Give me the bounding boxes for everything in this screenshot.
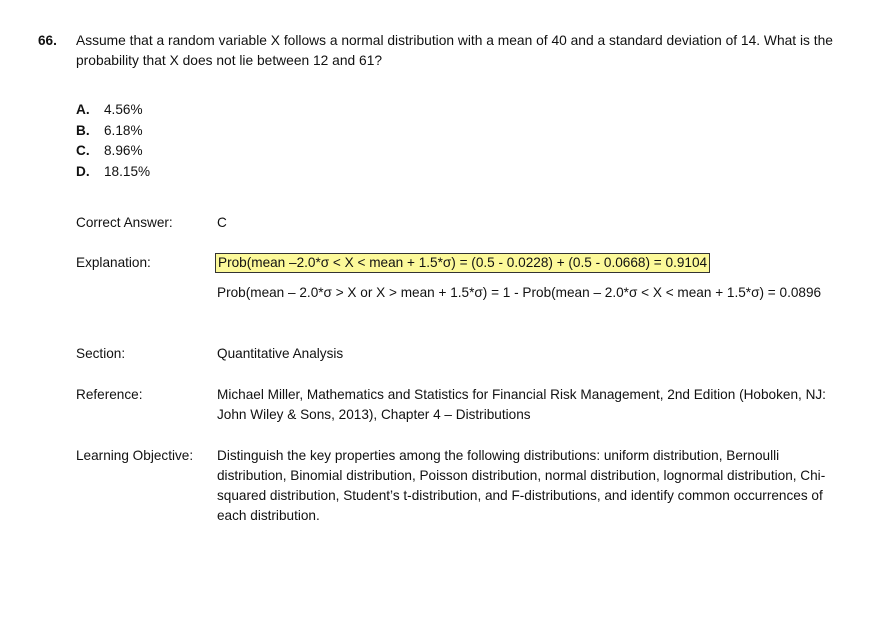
option-letter: A. [76,102,90,118]
option-c [76,141,376,162]
explanation-highlighted-formula: Prob(mean –2.0*σ < X < mean + 1.5*σ) = (0.5 - 0.0228) + (0.5 - 0.0668) = 0.9104 [215,253,710,273]
option-text: 8.96% [104,143,143,159]
option-letter: B. [76,122,90,138]
reference-label: Reference: [76,387,143,402]
answer-options [76,100,376,182]
option-b [76,121,376,142]
option-letter: D. [76,163,90,179]
explanation-value [217,253,837,303]
option-text: 6.18% [104,122,143,138]
option-text: 4.56% [104,102,143,118]
reference-value: Michael Miller, Mathematics and Statistics for Financial Risk Management, 2nd Edition (Hoboken, NJ: John Wiley & Sons, 2013), Chapter 4 – Distributions [217,387,826,422]
option-text: 18.15% [104,163,151,179]
question-number: 66. [38,33,57,48]
option-d [76,162,376,183]
learning-objective-label: Learning Objective: [76,448,194,463]
correct-answer-label: Correct Answer: [76,215,173,230]
explanation-text: Prob(mean – 2.0*σ > X or X > mean + 1.5*σ) = 1 - Prob(mean – 2.0*σ < X < mean + 1.5*σ) = 0.0896 [217,285,822,300]
option-a [76,100,376,121]
question-text: Assume that a random variable X follows a normal distribution with a mean of 40 and a standard deviation of 14. What is the probability that X does not lie between 12 and 61? [76,33,833,68]
correct-answer-value: C [217,215,227,230]
explanation-label: Explanation: [76,255,151,270]
section-label: Section: [76,346,126,361]
section-value: Quantitative Analysis [217,346,344,361]
option-letter: C. [76,143,90,159]
learning-objective-value: Distinguish the key properties among the following distributions: uniform distribution, Bernoulli distribution, Binomial distribution, Poisson distribution, normal distribution, lognormal distribution, Chi-squared distribution, Student’s t-distribution, and F-distributions, and identify common occurrences of each distribution. [217,448,826,523]
